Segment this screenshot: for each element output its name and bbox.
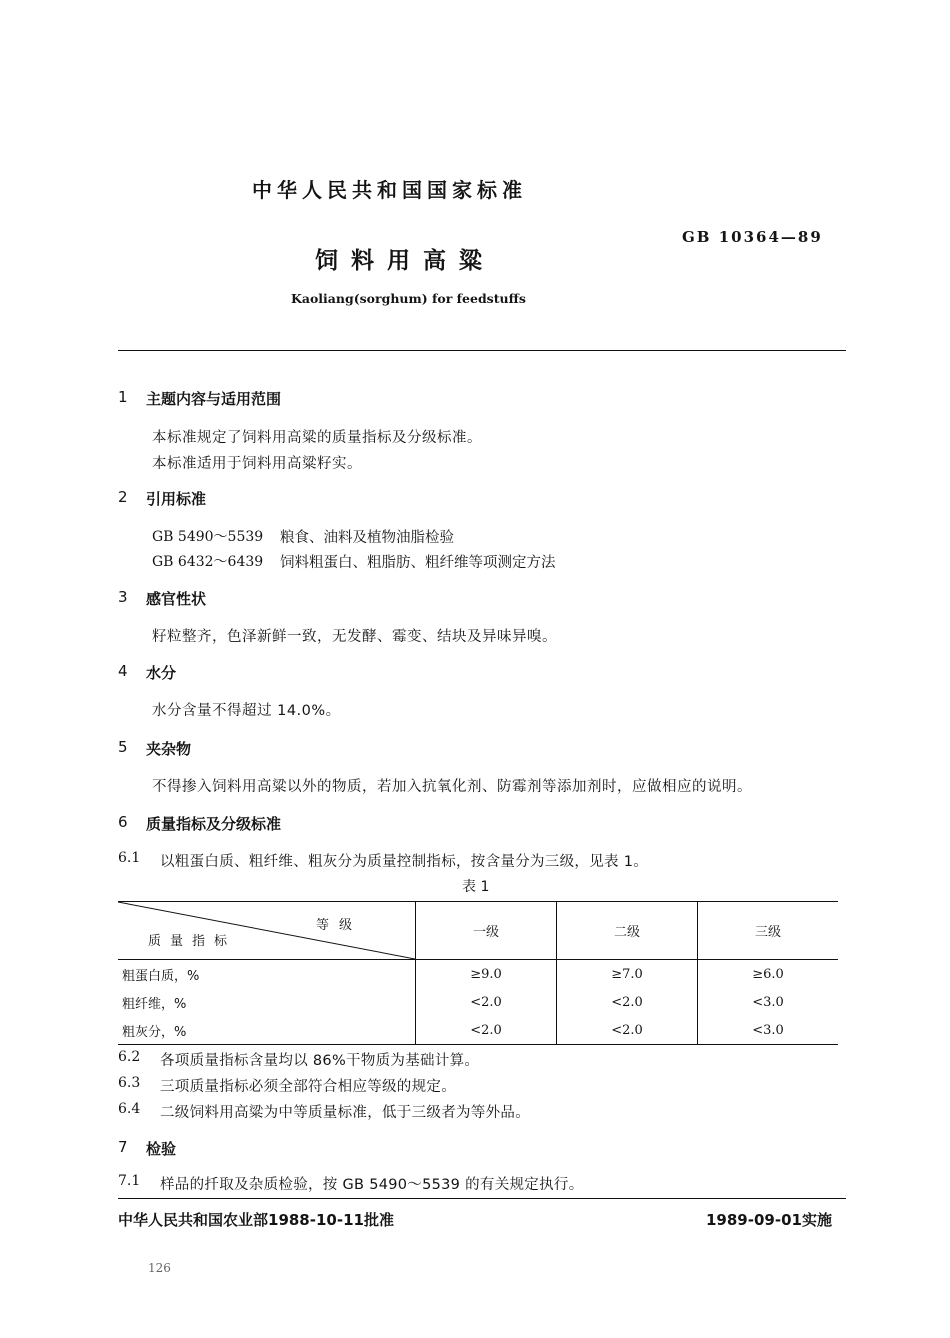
section-number: 6 — [118, 813, 128, 831]
national-standard-heading: 中华人民共和国国家标准 — [252, 178, 527, 202]
section-number: 7 — [118, 1138, 128, 1156]
clause-text: 样品的扦取及杂质检验，按 GB 5490～5539 的有关规定执行。 — [160, 1177, 584, 1193]
table-cell: <2.0 — [557, 1016, 698, 1045]
table-cell: <3.0 — [698, 988, 839, 1016]
footer-rule — [118, 1198, 846, 1199]
table-cell: <2.0 — [557, 988, 698, 1016]
clause-text: 以粗蛋白质、粗纤维、粗灰分为质量控制指标，按含量分为三级，见表 1。 — [160, 854, 649, 870]
table-caption: 表 1 — [462, 879, 490, 895]
english-title: Kaoliang(sorghum) for feedstuffs — [291, 291, 526, 306]
table-corner-cell — [118, 902, 416, 960]
reference-name: 饲料粗蛋白、粗脂肪、粗纤维等项测定方法 — [280, 555, 556, 571]
grade-header: 三级 — [698, 902, 839, 960]
section-title: 质量指标及分级标准 — [146, 815, 282, 833]
reference-name: 粮食、油料及植物油脂检验 — [280, 530, 454, 546]
section-title: 引用标准 — [146, 490, 207, 508]
section-title: 水分 — [146, 664, 177, 682]
section-number: 4 — [118, 662, 128, 680]
table-cell: ≥7.0 — [557, 960, 698, 989]
header-rule — [118, 350, 846, 351]
section-title: 感官性状 — [146, 590, 207, 608]
paragraph: 水分含量不得超过 14.0%。 — [152, 703, 341, 719]
table-cell: ≥6.0 — [698, 960, 839, 989]
table-cell: ≥9.0 — [416, 960, 557, 989]
paragraph: 本标准适用于饲料用高粱籽实。 — [152, 456, 362, 472]
table-cell: <2.0 — [416, 1016, 557, 1045]
clause-number: 6.4 — [118, 1101, 141, 1117]
paragraph: 不得掺入饲料用高粱以外的物质，若加入抗氧化剂、防霉剂等添加剂时，应做相应的说明。 — [152, 779, 752, 795]
grade-header: 二级 — [557, 902, 698, 960]
clause-number: 6.3 — [118, 1075, 141, 1091]
row-label: 粗蛋白质，% — [122, 968, 200, 984]
approval-line: 中华人民共和国农业部1988-10-11批准 — [118, 1211, 394, 1229]
paragraph: 本标准规定了饲料用高粱的质量指标及分级标准。 — [152, 430, 482, 446]
table-row — [118, 960, 838, 989]
section-number: 3 — [118, 588, 128, 606]
row-label: 粗纤维，% — [122, 996, 187, 1012]
section-title: 夹杂物 — [146, 740, 192, 758]
page-number: 126 — [148, 1261, 171, 1275]
table-cell: <2.0 — [416, 988, 557, 1016]
section-number: 1 — [118, 388, 128, 406]
reference-code: GB 6432～6439 — [152, 554, 264, 570]
clause-text: 二级饲料用高粱为中等质量标准，低于三级者为等外品。 — [160, 1105, 530, 1121]
table-cell: <3.0 — [698, 1016, 839, 1045]
corner-grade-label: 等级 — [316, 918, 363, 933]
clause-number: 6.1 — [118, 850, 141, 866]
section-title: 主题内容与适用范围 — [146, 390, 282, 408]
quality-grade-table — [118, 901, 838, 1045]
clause-text: 各项质量指标含量均以 86%干物质为基础计算。 — [160, 1053, 480, 1069]
reference-code: GB 5490～5539 — [152, 529, 264, 545]
clause-number: 7.1 — [118, 1173, 141, 1189]
grade-header: 一级 — [416, 902, 557, 960]
section-number: 2 — [118, 488, 128, 506]
implementation-date: 1989-09-01实施 — [706, 1211, 832, 1229]
table-row — [118, 988, 838, 1016]
section-number: 5 — [118, 738, 128, 756]
clause-number: 6.2 — [118, 1049, 141, 1065]
standard-code: GB 10364—89 — [682, 228, 823, 246]
row-label: 粗灰分，% — [118, 1016, 416, 1045]
table-row — [118, 1016, 838, 1045]
section-title: 检验 — [146, 1140, 177, 1158]
table-header-row — [118, 902, 838, 960]
paragraph: 籽粒整齐，色泽新鲜一致，无发酵、霉变、结块及异味异嗅。 — [152, 629, 557, 645]
document-title: 饲料用高粱 — [315, 248, 495, 274]
clause-text: 三项质量指标必须全部符合相应等级的规定。 — [160, 1079, 456, 1095]
corner-indicator-label: 质量指标 — [148, 934, 237, 949]
